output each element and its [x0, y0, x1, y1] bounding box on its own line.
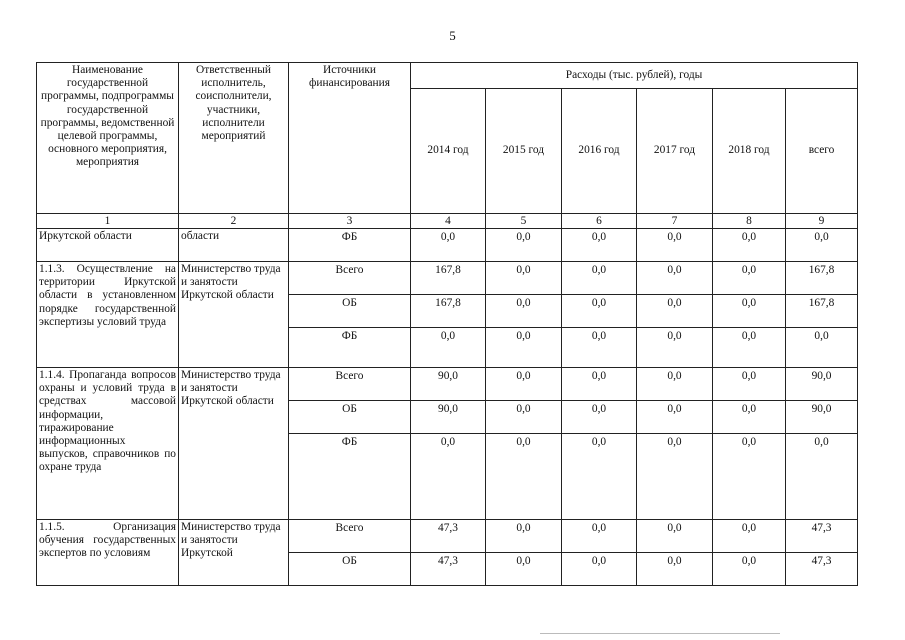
value-2017: 0,0: [637, 520, 713, 553]
header-year-2015: 2015 год: [486, 89, 562, 214]
source-cell: ФБ: [289, 328, 411, 368]
responsible-cell: области: [179, 229, 289, 262]
value-2015: 0,0: [486, 434, 562, 520]
value-2017: 0,0: [637, 553, 713, 586]
value-2015: 0,0: [486, 520, 562, 553]
column-index: 4: [411, 214, 486, 229]
source-cell: ФБ: [289, 434, 411, 520]
table-row: [37, 368, 858, 401]
column-index: 7: [637, 214, 713, 229]
value-2018: 0,0: [713, 368, 786, 401]
scan-edge-line: [540, 633, 780, 634]
value-2015: 0,0: [486, 401, 562, 434]
header-source-cell: Источники финансирования: [289, 63, 411, 214]
value-2017: 0,0: [637, 229, 713, 262]
value-total: 167,8: [786, 295, 858, 328]
value-total: 0,0: [786, 328, 858, 368]
value-2016: 0,0: [562, 328, 637, 368]
column-index: 9: [786, 214, 858, 229]
program-name-cell: Иркутской области: [37, 229, 179, 262]
source-cell: ОБ: [289, 553, 411, 586]
value-2016: 0,0: [562, 401, 637, 434]
value-2014: 0,0: [411, 229, 486, 262]
responsible-cell: Министерство труда и занятости Иркутской: [179, 520, 289, 586]
table-row: [37, 229, 858, 262]
value-2014: 0,0: [411, 434, 486, 520]
value-2016: 0,0: [562, 368, 637, 401]
header-total: всего: [786, 89, 858, 214]
column-index: 5: [486, 214, 562, 229]
value-2017: 0,0: [637, 434, 713, 520]
column-index: 1: [37, 214, 179, 229]
column-index-row: [37, 214, 858, 229]
value-total: 47,3: [786, 553, 858, 586]
source-cell: Всего: [289, 262, 411, 295]
source-cell: ОБ: [289, 401, 411, 434]
value-total: 0,0: [786, 229, 858, 262]
program-name-cell: 1.1.3. Осуществление на территории Иркутской области в установленном порядке государственной экспертизы условий труда: [37, 262, 179, 368]
value-2016: 0,0: [562, 434, 637, 520]
value-2014: 90,0: [411, 368, 486, 401]
table-row: [37, 520, 858, 553]
value-2017: 0,0: [637, 295, 713, 328]
header-expenses-cell: Расходы (тыс. рублей), годы: [411, 63, 858, 89]
value-2018: 0,0: [713, 229, 786, 262]
header-responsible-cell: Ответственный исполнитель, соисполнители, участники, исполнители мероприятий: [179, 63, 289, 214]
header-row: [37, 63, 858, 89]
column-index: 6: [562, 214, 637, 229]
value-2015: 0,0: [486, 295, 562, 328]
value-total: 90,0: [786, 368, 858, 401]
value-2014: 167,8: [411, 262, 486, 295]
source-cell: Всего: [289, 520, 411, 553]
value-total: 167,8: [786, 262, 858, 295]
value-total: 47,3: [786, 520, 858, 553]
value-2017: 0,0: [637, 262, 713, 295]
value-2017: 0,0: [637, 401, 713, 434]
value-2018: 0,0: [713, 295, 786, 328]
value-2017: 0,0: [637, 368, 713, 401]
value-2014: 167,8: [411, 295, 486, 328]
value-2016: 0,0: [562, 262, 637, 295]
column-index: 2: [179, 214, 289, 229]
column-index: 8: [713, 214, 786, 229]
value-2016: 0,0: [562, 520, 637, 553]
value-2015: 0,0: [486, 262, 562, 295]
budget-table: [36, 62, 858, 586]
value-2018: 0,0: [713, 262, 786, 295]
value-2016: 0,0: [562, 553, 637, 586]
column-index: 3: [289, 214, 411, 229]
value-2018: 0,0: [713, 434, 786, 520]
value-2015: 0,0: [486, 328, 562, 368]
value-2015: 0,0: [486, 368, 562, 401]
value-2016: 0,0: [562, 295, 637, 328]
value-2015: 0,0: [486, 553, 562, 586]
value-2014: 47,3: [411, 553, 486, 586]
responsible-cell: Министерство труда и занятости Иркутской области: [179, 368, 289, 520]
source-cell: ФБ: [289, 229, 411, 262]
source-cell: Всего: [289, 368, 411, 401]
value-total: 0,0: [786, 434, 858, 520]
header-name-cell: Наименование государственной программы, подпрограммы государственной программы, ведомственной целевой программы, основного мероприятия, мероприятия: [37, 63, 179, 214]
value-2017: 0,0: [637, 328, 713, 368]
header-year-2017: 2017 год: [637, 89, 713, 214]
value-2014: 90,0: [411, 401, 486, 434]
value-2018: 0,0: [713, 401, 786, 434]
value-2014: 0,0: [411, 328, 486, 368]
value-2016: 0,0: [562, 229, 637, 262]
value-2018: 0,0: [713, 520, 786, 553]
header-year-2016: 2016 год: [562, 89, 637, 214]
program-name-cell: 1.1.4. Пропаганда вопросов охраны и условий труда в средствах массовой информации, тиражирование информационных выпусков, справочников по охране труда: [37, 368, 179, 520]
table-row: [37, 262, 858, 295]
value-2014: 47,3: [411, 520, 486, 553]
value-2018: 0,0: [713, 328, 786, 368]
program-name-cell: 1.1.5. Организация обучения государственных экспертов по условиям: [37, 520, 179, 586]
page-number: 5: [449, 28, 456, 43]
value-2015: 0,0: [486, 229, 562, 262]
value-2018: 0,0: [713, 553, 786, 586]
header-year-2014: 2014 год: [411, 89, 486, 214]
responsible-cell: Министерство труда и занятости Иркутской области: [179, 262, 289, 368]
value-total: 90,0: [786, 401, 858, 434]
header-year-2018: 2018 год: [713, 89, 786, 214]
source-cell: ОБ: [289, 295, 411, 328]
